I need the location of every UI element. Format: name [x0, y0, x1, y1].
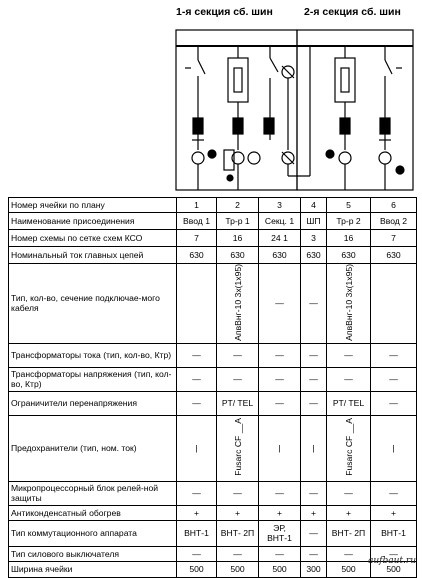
fuse-spec-text: Fusarc CF __A: [232, 418, 243, 477]
table-cell: 500: [371, 561, 417, 577]
table-cell: [327, 415, 371, 481]
table-row: [9, 247, 417, 264]
table-cell: —: [177, 343, 217, 367]
table-cell: —: [301, 391, 327, 415]
table-cell: 7: [177, 230, 217, 247]
cable-spec-text: АпвВнг-10 3х(1х95): [232, 264, 243, 341]
table-cell: Ввод 1: [177, 213, 217, 230]
table-cell: 3: [301, 230, 327, 247]
row-label: Тип, кол-во, сечение подключае-мого кабеля: [9, 264, 177, 344]
table-row: [9, 230, 417, 247]
table-cell: —: [177, 481, 217, 505]
table-cell: —: [177, 391, 217, 415]
table-cell: 2: [217, 198, 259, 213]
watermark: aufbaut.ru: [368, 556, 416, 566]
table-cell: —: [371, 391, 417, 415]
cell-5-transformer-feeder: [326, 46, 355, 190]
row-label: Антиконденсатный обогрев: [9, 505, 177, 520]
section-2-label: 2-я секция сб. шин: [304, 6, 401, 18]
row-label: Тип силового выключателя: [9, 546, 177, 561]
cell-3-sectional: [264, 46, 310, 176]
table-cell: 500: [327, 561, 371, 577]
table-cell: —: [217, 481, 259, 505]
table-cell: —: [301, 367, 327, 391]
table-cell: 5: [327, 198, 371, 213]
table-cell: —: [371, 367, 417, 391]
table-cell: —: [371, 546, 417, 561]
table-cell: —: [327, 546, 371, 561]
table-cell: |: [301, 415, 327, 481]
table-cell: Тр-р 2: [327, 213, 371, 230]
table-cell: 500: [259, 561, 301, 577]
table-cell: ВНТ- 2П: [217, 520, 259, 546]
table-cell: 24 1: [259, 230, 301, 247]
table-cell: 7: [371, 230, 417, 247]
table-cell: —: [217, 546, 259, 561]
table-cell: ШП: [301, 213, 327, 230]
table-cell: [217, 264, 259, 344]
table-cell: —: [327, 343, 371, 367]
table-row: [9, 415, 417, 481]
table-row: [9, 481, 417, 505]
section-1-label: 1-я секция сб. шин: [176, 6, 273, 18]
row-label: Ширина ячейки: [9, 561, 177, 577]
table-cell: +: [327, 505, 371, 520]
table-cell: —: [301, 264, 327, 344]
table-cell: 630: [327, 247, 371, 264]
table-cell: |: [371, 415, 417, 481]
spec-table: [8, 197, 417, 578]
table-cell: —: [259, 391, 301, 415]
cable-spec-text: АпвВнг-10 3х(1х95): [343, 264, 354, 341]
table-row: [9, 213, 417, 230]
table-cell: [327, 264, 371, 344]
table-cell: —: [177, 546, 217, 561]
section-2-frame: [297, 30, 413, 190]
table-row: [9, 546, 417, 561]
table-cell: [217, 415, 259, 481]
table-cell: |: [177, 415, 217, 481]
table-cell: |: [259, 415, 301, 481]
table-cell: —: [327, 481, 371, 505]
table-cell: —: [217, 367, 259, 391]
table-cell: 300: [301, 561, 327, 577]
cell-6-feeder: [379, 46, 404, 190]
table-cell: +: [217, 505, 259, 520]
row-label: Ограничители перенапряжения: [9, 391, 177, 415]
row-label: Предохранители (тип, ном. ток): [9, 415, 177, 481]
row-label: Номер ячейки по плану: [9, 198, 177, 213]
table-cell: 630: [371, 247, 417, 264]
table-cell: 1: [177, 198, 217, 213]
single-line-diagram: [0, 0, 422, 196]
row-label: Номер схемы по сетке схем КСО: [9, 230, 177, 247]
table-cell: —: [301, 343, 327, 367]
table-cell: —: [301, 546, 327, 561]
table-cell: +: [371, 505, 417, 520]
table-row: [9, 561, 417, 577]
table-cell: —: [177, 367, 217, 391]
row-label: Микропроцессорный блок релей-ной защиты: [9, 481, 177, 505]
table-row: [9, 198, 417, 213]
table-cell: 3: [259, 198, 301, 213]
table-cell: 500: [217, 561, 259, 577]
table-cell: ЭР, ВНТ-1: [259, 520, 301, 546]
table-cell: +: [259, 505, 301, 520]
table-cell: —: [217, 343, 259, 367]
cell-1-feeder: [185, 46, 216, 190]
table-cell: 4: [301, 198, 327, 213]
table-cell: —: [259, 546, 301, 561]
table-row: [9, 367, 417, 391]
row-label: Трансформаторы тока (тип, кол-во, Ктр): [9, 343, 177, 367]
table-cell: [371, 264, 417, 344]
table-cell: —: [259, 343, 301, 367]
table-cell: —: [259, 481, 301, 505]
row-label: Трансформаторы напряжения (тип, кол-во, Ктр): [9, 367, 177, 391]
table-row: [9, 264, 417, 344]
table-cell: 630: [177, 247, 217, 264]
table-cell: —: [259, 367, 301, 391]
row-label: Номинальный ток главных цепей: [9, 247, 177, 264]
table-row: [9, 343, 417, 367]
table-cell: ВНТ-1: [177, 520, 217, 546]
fuse-spec-text: Fusarc CF __A: [343, 418, 354, 477]
table-cell: ВНТ- 2П: [327, 520, 371, 546]
cell-2-transformer-feeder: [224, 46, 260, 190]
table-cell: 16: [217, 230, 259, 247]
table-cell: ВНТ-1: [371, 520, 417, 546]
table-cell: —: [301, 481, 327, 505]
table-cell: 630: [217, 247, 259, 264]
table-cell: Секц. 1: [259, 213, 301, 230]
row-label: Тип коммутационного аппарата: [9, 520, 177, 546]
table-cell: —: [371, 481, 417, 505]
table-cell: +: [301, 505, 327, 520]
table-row: [9, 505, 417, 520]
table-cell: Ввод 2: [371, 213, 417, 230]
row-label: Наименование присоединения: [9, 213, 177, 230]
table-cell: —: [301, 520, 327, 546]
section-1-frame: [176, 30, 297, 190]
table-cell: [177, 264, 217, 344]
table-cell: —: [259, 264, 301, 344]
table-cell: PT/ TEL: [327, 391, 371, 415]
table-cell: 630: [301, 247, 327, 264]
table-cell: Тр-р 1: [217, 213, 259, 230]
table-cell: +: [177, 505, 217, 520]
table-cell: 630: [259, 247, 301, 264]
table-row: [9, 391, 417, 415]
table-cell: PT/ TEL: [217, 391, 259, 415]
table-cell: —: [371, 343, 417, 367]
table-cell: —: [327, 367, 371, 391]
table-cell: 500: [177, 561, 217, 577]
table-cell: 16: [327, 230, 371, 247]
table-row: [9, 520, 417, 546]
table-cell: 6: [371, 198, 417, 213]
